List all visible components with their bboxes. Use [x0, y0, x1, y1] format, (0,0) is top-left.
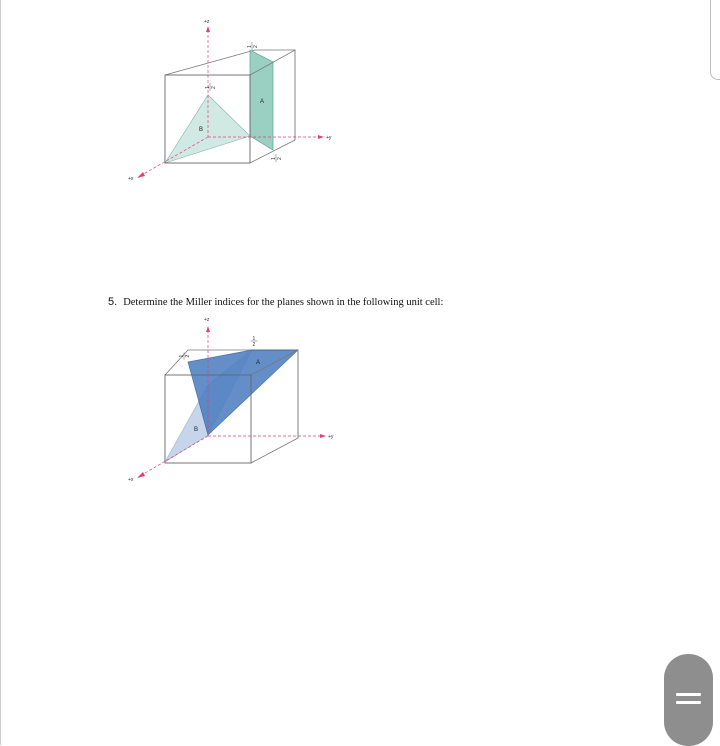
svg-text:2: 2 [277, 157, 283, 160]
axis-z-label: +z [204, 19, 210, 25]
fraction-half-bottom [271, 154, 283, 162]
plane-b-label-b: B [194, 427, 199, 433]
svg-text:2: 2 [252, 342, 256, 348]
fraction-half-top [247, 42, 259, 50]
y-arrow [318, 135, 324, 139]
z-arrow [206, 26, 210, 32]
svg-text:2: 2 [185, 354, 191, 358]
fraction-half-top-b [251, 336, 258, 348]
plane-a-label: A [260, 99, 265, 105]
axis-x-label: +x [128, 176, 134, 182]
x-arrow [137, 172, 145, 178]
plane-a-label-b: A [256, 360, 261, 366]
axis-x-label-b: +x [128, 477, 134, 483]
axis-y-label-b: +y [328, 434, 334, 440]
pause-grip-icon [676, 701, 701, 704]
unit-cell-figure-bottom [110, 310, 350, 490]
plane-a [188, 350, 298, 435]
svg-text:2: 2 [253, 45, 259, 48]
scroll-handle[interactable] [664, 654, 713, 746]
side-panel-corner [710, 0, 720, 80]
y-arrow-b [320, 434, 326, 438]
svg-text:1: 1 [179, 354, 185, 358]
unit-cell-figure-top [110, 10, 350, 190]
svg-text:1: 1 [247, 45, 253, 48]
question-number: 5. [108, 296, 118, 308]
z-arrow-b [206, 326, 210, 332]
plane-b [165, 95, 250, 163]
question-text: Determine the Miller indices for the planes shown in the following unit cell: [123, 297, 444, 308]
x-arrow-b [137, 472, 145, 478]
svg-text:1: 1 [271, 157, 277, 160]
axis-y-label: +y [326, 135, 332, 141]
fraction-half-z [205, 83, 217, 91]
question-5 [108, 296, 443, 308]
cube-back-top-edge [165, 50, 295, 75]
svg-text:1: 1 [252, 336, 256, 342]
axis-z-label-b: +z [204, 317, 210, 323]
svg-text:1: 1 [205, 86, 211, 89]
plane-b-label: B [199, 127, 204, 133]
page-edge [0, 0, 1, 745]
svg-text:2: 2 [211, 86, 217, 89]
pause-grip-icon [676, 693, 701, 696]
